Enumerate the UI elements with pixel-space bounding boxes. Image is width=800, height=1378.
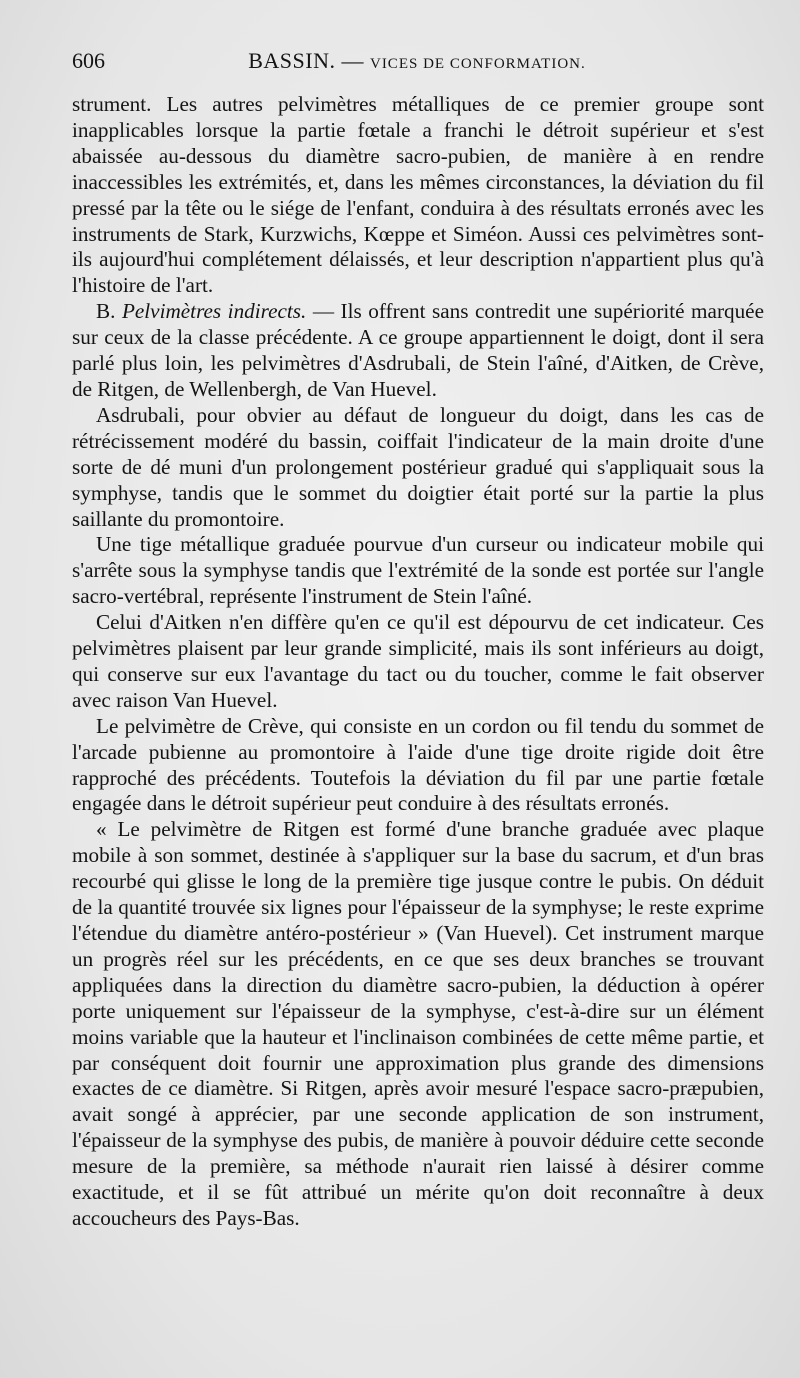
page-number: 606 bbox=[72, 48, 105, 73]
paragraph: « Le pelvimètre de Ritgen est formé d'une branche graduée avec plaque mobile à son sommet, destinée à s'appliquer sur la base du sacrum, et d'un bras recourbé qui glisse le long de la première tige jusque contre le pubis. On déduit de la quantité trouvée six lignes pour l'épaisseur de la symphyse; le reste exprime l'étendue du diamètre antéro-postérieur » (Van Huevel). Cet instrument marque un progrès réel sur les précédents, en ce que ses deux branches se trouvant appliquées dans la direction du diamètre sacro-pubien, la déduction à opérer porte uniquement sur l'épaisseur de la symphyse, c'est-à-dire sur un élément moins variable que la hauteur et l'inclinaison combinées de cette même partie, et par conséquent doit fournir une approximation plus grande des dimensions exactes de ce diamètre. Si Ritgen, après avoir mesuré l'espace sacro-præpubien, avait songé à apprécier, par une seconde application de son instrument, l'épaisseur de la symphyse des pubis, de manière à pouvoir déduire cette seconde mesure de la première, sa méthode n'aurait rien laissé à désirer comme exactitude, et il se fût attribué un mérite qu'on doit reconnaître à deux accoucheurs des Pays-Bas. bbox=[72, 817, 764, 1230]
paragraph: strument. Les autres pelvimètres métalliques de ce premier groupe sont inapplicables lorsque la partie fœtale a franchi le détroit supérieur et s'est abaissée au-dessous du diamètre sacro-pubien, de manière à en rendre inaccessibles les extrémités, et, dans les mêmes circonstances, la déviation du fil pressé par la tête ou le siége de l'enfant, conduira à des résultats erronés avec les instruments de Stark, Kurzwichs, Kœppe et Siméon. Aussi ces pelvimètres sont-ils aujourd'hui complétement délaissés, et leur description n'appartient plus qu'à l'histoire de l'art. bbox=[72, 92, 764, 298]
running-head-dash: — bbox=[335, 48, 370, 73]
paragraph: Le pelvimètre de Crève, qui consiste en un cordon ou fil tendu du sommet de l'arcade pubienne au promontoire à l'aide d'une tige droite rigide doit être rapproché des précédents. Toutefois la déviation du fil par une partie fœtale engagée dans le détroit supérieur peut conduire à des résultats erronés. bbox=[72, 713, 764, 816]
paragraph: Une tige métallique graduée pourvue d'un curseur ou indicateur mobile qui s'arrête sous la symphyse tandis que l'extrémité de la sonde est portée sur l'angle sacro-vertébral, représente l'instrument de Stein l'aîné. bbox=[72, 532, 764, 609]
running-head bbox=[72, 48, 762, 74]
paragraph: Celui d'Aitken n'en diffère qu'en ce qu'il est dépourvu de cet indicateur. Ces pelvimètres plaisent par leur grande simplicité, mais ils sont inférieurs au doigt, qui conserve sur eux l'avantage du tact ou du toucher, comme le fait observer avec raison Van Huevel. bbox=[72, 610, 764, 712]
paragraph bbox=[72, 299, 764, 403]
running-head-title: BASSIN. bbox=[248, 48, 336, 73]
paragraph: Asdrubali, pour obvier au défaut de longueur du doigt, dans les cas de rétrécissement modéré du bassin, coiffait l'indicateur de la main droite d'une sorte de dé muni d'un prolongement postérieur gradué qui s'appliquait sous la symphyse, tandis que le sommet du doigtier était porté sur la partie la plus saillante du promontoire. bbox=[72, 402, 764, 531]
paragraph-text: — Ils offrent sans contredit une supériorité marquée sur ceux de la classe précédente. A ce groupe appartiennent le doigt, dont il sera parlé plus loin, les pelvimètres d'Asdrubali, de Stein l'aîné, d'Aitken, de Crève, de Ritgen, de Wellenbergh, de Van Huevel. bbox=[72, 299, 764, 401]
body-text bbox=[72, 92, 764, 1232]
section-label: B. bbox=[96, 299, 122, 324]
section-heading: Pelvimètres indirects. bbox=[121, 299, 307, 324]
page-header bbox=[72, 48, 762, 88]
running-head-subtitle: VICES DE CONFORMATION. bbox=[369, 56, 586, 72]
